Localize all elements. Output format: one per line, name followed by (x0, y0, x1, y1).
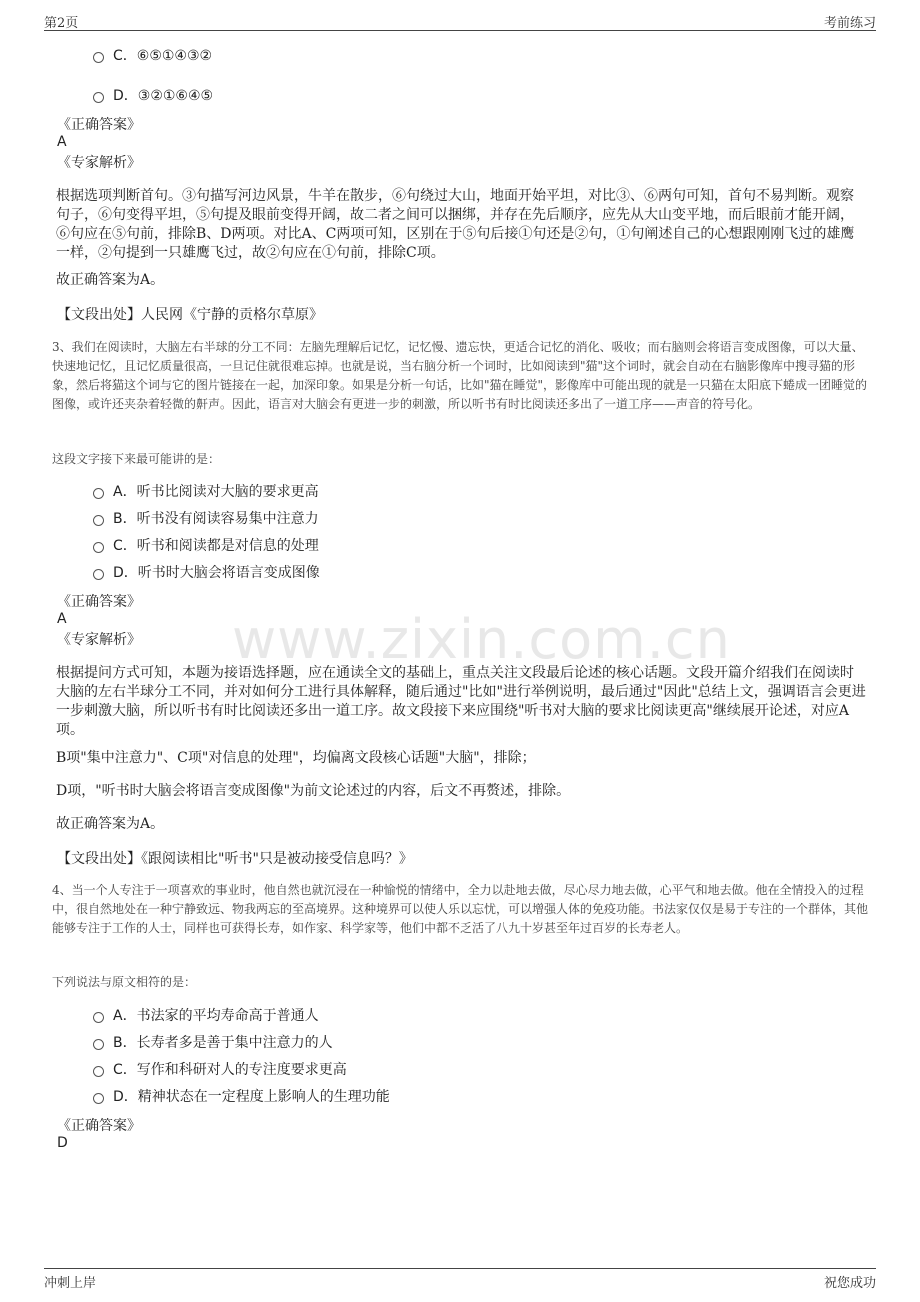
question-prompt: 下列说法与原文相符的是： (52, 975, 197, 989)
question-passage: 4、当一个人专注于一项喜欢的事业时，他自然也就沉浸在一种愉悦的情绪中，全力以赴地去做，尽心尽力地去做，心平气和地去做。他在全情投入的过程中，很自然地处在一种宁静致远、物我两忘的至高境界。这种境界可以使人乐以忘忧，可以增强人体的免疫功能。书法家仅仅是易于专注的一个群体，其他能够专注于工作的人士，同样也可获得长寿，如作家、科学家等，他们中都不乏活了八九十岁甚至年过百岁的长寿老人。 (52, 883, 869, 935)
option-letter: B． (113, 1035, 137, 1051)
page-number: 第2页 (44, 16, 79, 31)
option-a[interactable] (93, 1006, 319, 1026)
analysis-paragraph: 根据选项判断首句。③句描写河边风景，牛羊在散步，⑥句绕过大山，地面开始平坦，对比③、⑥两句可知，首句不易判断。观察句子，⑥句变得平坦，⑤句提及眼前变得开阔，故二者之间可以捆绑，并存在先后顺序，应先从大山变平地，而后眼前才能开阔，⑥句应在⑤句前，排除B、D两项。对比A、C两项可知，区别在于⑤句后接①句还是②句，①句阐述自己的心想跟刚刚飞过的雄鹰一样，②句提到一只雄鹰飞过，故②句应在①句前，排除C项。 (56, 188, 855, 261)
option-a[interactable] (93, 482, 319, 502)
option-d[interactable] (93, 86, 213, 106)
page-header (44, 12, 876, 31)
option-text: 听书没有阅读容易集中注意力 (136, 511, 319, 527)
option-text: 听书时大脑会将语言变成图像 (137, 565, 320, 581)
analysis-conclusion: 故正确答案为A。 (56, 816, 165, 832)
radio-icon[interactable] (93, 1066, 104, 1077)
radio-icon[interactable] (93, 1093, 104, 1104)
option-text: 精神状态在一定程度上影响人的生理功能 (137, 1089, 390, 1105)
radio-icon[interactable] (93, 1039, 104, 1050)
header-title: 考前练习 (823, 16, 876, 31)
option-letter: D． (113, 1089, 138, 1105)
radio-icon[interactable] (93, 542, 104, 553)
source-citation: 【文段出处】《跟阅读相比"听书"只是被动接受信息吗？》 (57, 851, 413, 867)
option-letter: A． (113, 484, 137, 500)
question-passage: 3、我们在阅读时，大脑左右半球的分工不同：左脑先理解后记忆，记忆慢、遗忘快，更适合记忆的消化、吸收；而右脑则会将语言变成图像，可以大量、快速地记忆，且记忆质量很高，一旦记住就很难忘掉。也就是说，当右脑分析一个词时，比如阅读到"猫"这个词时，就会自动在右脑影像库中搜寻猫的形象，然后将猫这个词与它的图片链接在一起，加深印象。如果是分析一句话，比如"猫在睡觉"，影像库中可能出现的就是一只猫在太阳底下蜷成一团睡觉的图像，或许还夹杂着轻微的鼾声。因此，语言对大脑会有更进一步的刺激，所以听书有时比阅读还多出了一道工序——声音的符号化。 (52, 340, 868, 411)
option-b[interactable] (93, 509, 319, 529)
option-d[interactable] (93, 1087, 390, 1107)
option-text: 写作和科研对人的专注度要求更高 (136, 1062, 347, 1078)
analysis-paragraph: 根据提问方式可知，本题为接语选择题，应在通读全文的基础上，重点关注文段最后论述的核心话题。文段开篇介绍我们在阅读时大脑的左右半球分工不同，并对如何分工进行具体解释，随后通过"比如"进行举例说明，最后通过"因此"总结上文，强调语言会更进一步刺激大脑，所以听书有时比阅读还多出一道工序。故文段接下来应围绕"听书对大脑的要求比阅读更高"继续展开论述，对应A项。 (56, 665, 866, 738)
option-c[interactable] (93, 1060, 347, 1080)
answer-value: A (57, 611, 67, 627)
radio-icon[interactable] (93, 569, 104, 580)
answer-value: D (57, 1135, 68, 1151)
option-letter: D． (113, 565, 138, 581)
answer-value: A (57, 134, 67, 150)
option-text: ⑥⑤①④③② (136, 48, 213, 64)
watermark: www.zixin.com.cn (232, 608, 731, 671)
radio-icon[interactable] (93, 488, 104, 499)
option-letter: C． (113, 538, 137, 554)
option-text: 长寿者多是善于集中注意力的人 (136, 1035, 333, 1051)
option-letter: C． (113, 1062, 137, 1078)
option-text: 书法家的平均寿命高于普通人 (136, 1008, 319, 1024)
option-text: 听书和阅读都是对信息的处理 (136, 538, 319, 554)
answer-label: 《正确答案》 (57, 117, 141, 133)
option-text: ③②①⑥④⑤ (137, 88, 214, 104)
radio-icon[interactable] (93, 92, 104, 103)
option-letter: D． (113, 88, 138, 104)
footer-right-text: 祝您成功 (823, 1276, 876, 1291)
option-letter: C． (113, 48, 137, 64)
option-letter: B． (113, 511, 137, 527)
analysis-label: 《专家解析》 (57, 155, 141, 171)
option-c[interactable] (93, 536, 319, 556)
option-text: 听书比阅读对大脑的要求更高 (136, 484, 319, 500)
radio-icon[interactable] (93, 515, 104, 526)
analysis-paragraph: B项"集中注意力"、C项"对信息的处理"，均偏离文段核心话题"大脑"，排除； (56, 750, 536, 766)
source-citation: 【文段出处】人民网《宁静的贡格尔草原》 (57, 307, 323, 323)
option-b[interactable] (93, 1033, 333, 1053)
option-d[interactable] (93, 563, 320, 583)
page-footer (44, 1268, 876, 1289)
radio-icon[interactable] (93, 52, 104, 63)
answer-label: 《正确答案》 (57, 594, 141, 610)
footer-left-text: 冲刺上岸 (44, 1276, 97, 1291)
analysis-label: 《专家解析》 (57, 632, 141, 648)
option-c[interactable] (93, 46, 212, 66)
option-letter: A． (113, 1008, 137, 1024)
analysis-paragraph: D项，"听书时大脑会将语言变成图像"为前文论述过的内容，后文不再赘述，排除。 (56, 783, 571, 799)
analysis-conclusion: 故正确答案为A。 (56, 272, 165, 288)
question-prompt: 这段文字接下来最可能讲的是： (52, 452, 221, 466)
radio-icon[interactable] (93, 1012, 104, 1023)
answer-label: 《正确答案》 (57, 1118, 141, 1134)
